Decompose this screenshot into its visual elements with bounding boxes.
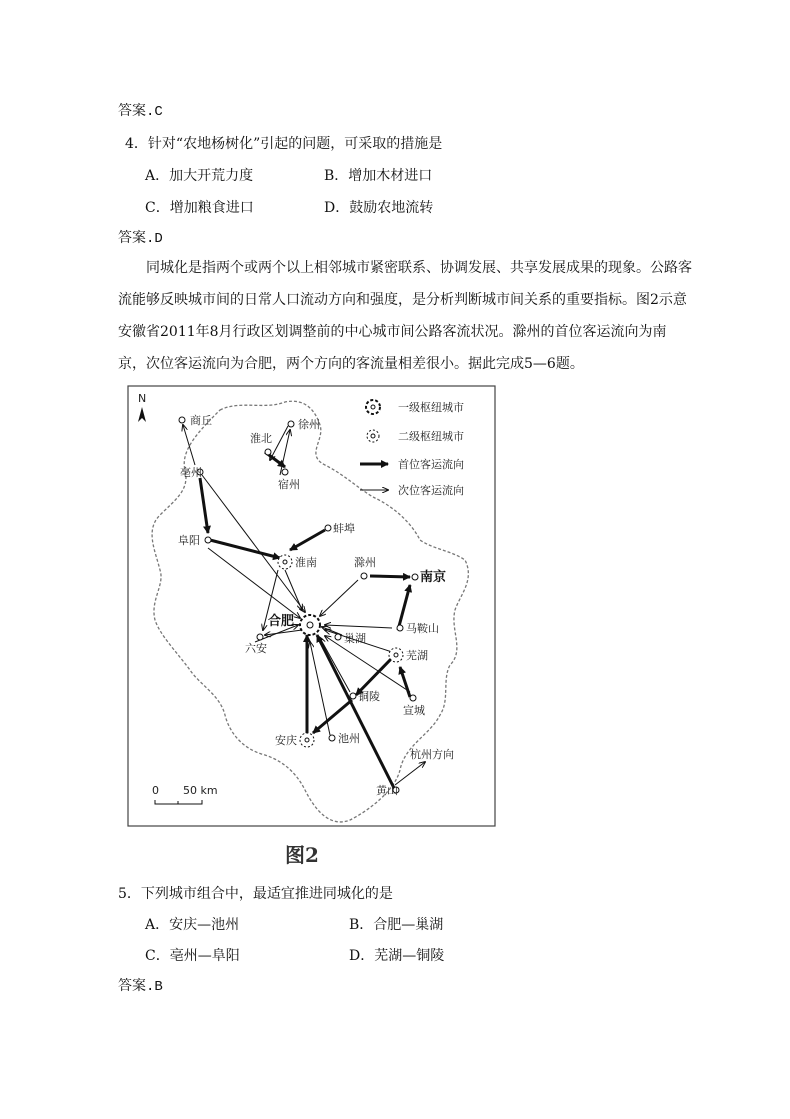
q4-option-b: B．增加木材进口: [324, 168, 433, 184]
q5-option-a: A．安庆—池州: [145, 917, 240, 933]
city-nanjing: 南京: [420, 570, 447, 585]
city-liuan: 六安: [245, 642, 267, 655]
scale-zero: 0: [152, 784, 159, 797]
q4-question: 4．针对“农地杨树化”引起的问题，可采取的措施是: [125, 136, 443, 152]
q4-option-c: C．增加粮食进口: [145, 200, 254, 216]
passage: 同城化是指两个或两个以上相邻城市紧密联系、协调发展、共享发展成果的现象。公路客流能够反映城市间的日常人口流动方向和强度，是分析判断城市间关系的重要指标。图2示意安徽省2011年8月行政区划调整前的中心城市间公路客流状况。滁州的首位客运流向为南京，次位客运流向为合肥，两个方向的客流量相差很小。据此完成5—6题。: [118, 260, 692, 372]
city-hefei: 合肥: [268, 614, 295, 629]
q5-option-c: C．亳州—阜阳: [145, 948, 240, 964]
city-bengbu: 蚌埠: [333, 522, 355, 535]
q4-option-d: D．鼓励农地流转: [324, 200, 434, 216]
city-chuzhou: 滁州: [354, 556, 376, 569]
city-chaohu: 巢湖: [344, 632, 366, 645]
q4-answer: 答案.D: [118, 231, 163, 247]
q5-answer: 答案.B: [118, 979, 163, 995]
q5-option-d: D．芜湖—铜陵: [349, 948, 445, 964]
legend-primary: 首位客运流向: [398, 458, 464, 471]
city-xuancheng: 宣城: [403, 704, 425, 717]
legend-level2: 二级枢纽城市: [398, 430, 464, 443]
city-huaibei: 淮北: [250, 432, 272, 445]
north-label: N: [138, 392, 147, 405]
city-hangzhou: 杭州方向: [410, 748, 454, 761]
q5-question: 5．下列城市组合中，最适宜推进同城化的是: [118, 886, 393, 902]
city-tongling: 铜陵: [358, 690, 380, 703]
q5-option-b: B．合肥—巢湖: [349, 917, 444, 933]
city-suzhou: 宿州: [278, 478, 300, 491]
figure-2-map: [120, 380, 500, 870]
legend-secondary: 次位客运流向: [398, 484, 464, 497]
city-wuhu: 芜湖: [406, 649, 428, 662]
city-chizhou: 池州: [338, 732, 360, 745]
city-huainan: 淮南: [295, 556, 317, 569]
city-bozhou: 亳州: [180, 466, 202, 479]
q3-answer: 答案.C: [118, 104, 163, 120]
legend-level1: 一级枢纽城市: [398, 401, 464, 414]
city-maanshan: 马鞍山: [406, 622, 439, 635]
city-anqing: 安庆: [275, 734, 297, 747]
city-fuyang: 阜阳: [178, 534, 200, 547]
q4-option-a: A．加大开荒力度: [145, 168, 254, 184]
scale-label: 50 km: [183, 784, 218, 797]
city-xuzhou: 徐州: [298, 418, 320, 431]
city-huangshan: 黄山: [376, 784, 398, 797]
figure-caption: 图2: [285, 843, 319, 867]
city-shangqiu: 商丘: [190, 414, 212, 427]
